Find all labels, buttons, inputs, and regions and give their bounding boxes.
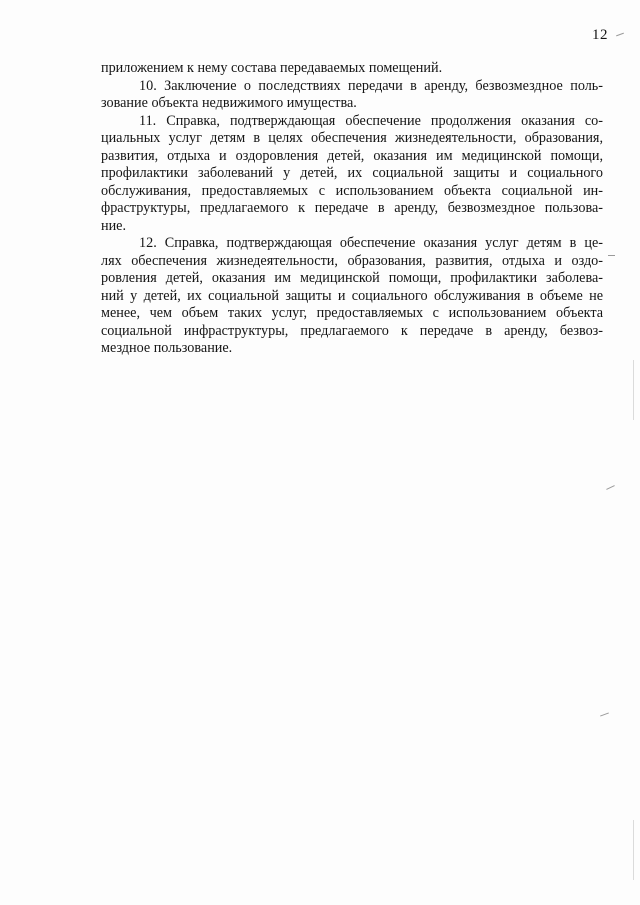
text-line: циальных услуг детям в целях обеспечения жизнедеятельности, образования, xyxy=(101,130,603,146)
paragraph-item-12 xyxy=(101,235,603,358)
text-line: приложением к нему состава передаваемых помещений. xyxy=(101,60,443,76)
document-body xyxy=(101,60,603,358)
text-line: мездное пользование. xyxy=(101,340,233,356)
text-line: ние. xyxy=(101,217,127,234)
text-line: профилактики заболеваний у детей, их социальной защиты и социального xyxy=(101,165,603,181)
text-line: менее, чем объем таких услуг, предоставляемых с использованием объекта xyxy=(101,305,603,321)
text-line: лях обеспечения жизнедеятельности, образования, развития, отдыха и оздо- xyxy=(101,252,603,269)
scan-artifact xyxy=(608,255,615,256)
scan-artifact xyxy=(600,712,609,716)
scan-artifact xyxy=(606,485,615,490)
text-line: развития, отдыха и оздоровления детей, оказания им медицинской помощи, xyxy=(101,147,603,164)
scan-artifact xyxy=(633,360,634,420)
text-line: обслуживания, предоставляемых с использованием объекта социальной ин- xyxy=(101,182,603,199)
text-line: социальной инфраструктуры, предлагаемого к передаче в аренду, безвоз- xyxy=(101,322,603,339)
paragraph-item-11 xyxy=(101,113,603,236)
text-line: ний у детей, их социальной защиты и социального обслуживания в объеме не xyxy=(101,287,603,304)
paragraph-continuation xyxy=(101,60,603,78)
text-line: 11. Справка, подтверждающая обеспечение продолжения оказания со- xyxy=(139,112,603,129)
text-line: 12. Справка, подтверждающая обеспечение оказания услуг детям в це- xyxy=(139,235,603,251)
paragraph-item-10 xyxy=(101,78,603,113)
scan-artifact xyxy=(633,820,634,880)
text-line: зование объекта недвижимого имущества. xyxy=(101,95,357,111)
text-line: ровления детей, оказания им медицинской помощи, профилактики заболева- xyxy=(101,270,603,286)
text-line: 10. Заключение о последствиях передачи в аренду, безвозмездное поль- xyxy=(139,77,603,94)
text-line: фраструктуры, предлагаемого к передаче в аренду, безвозмездное пользова- xyxy=(101,200,603,216)
scan-artifact xyxy=(616,33,624,37)
page-number: 12 xyxy=(592,27,608,43)
